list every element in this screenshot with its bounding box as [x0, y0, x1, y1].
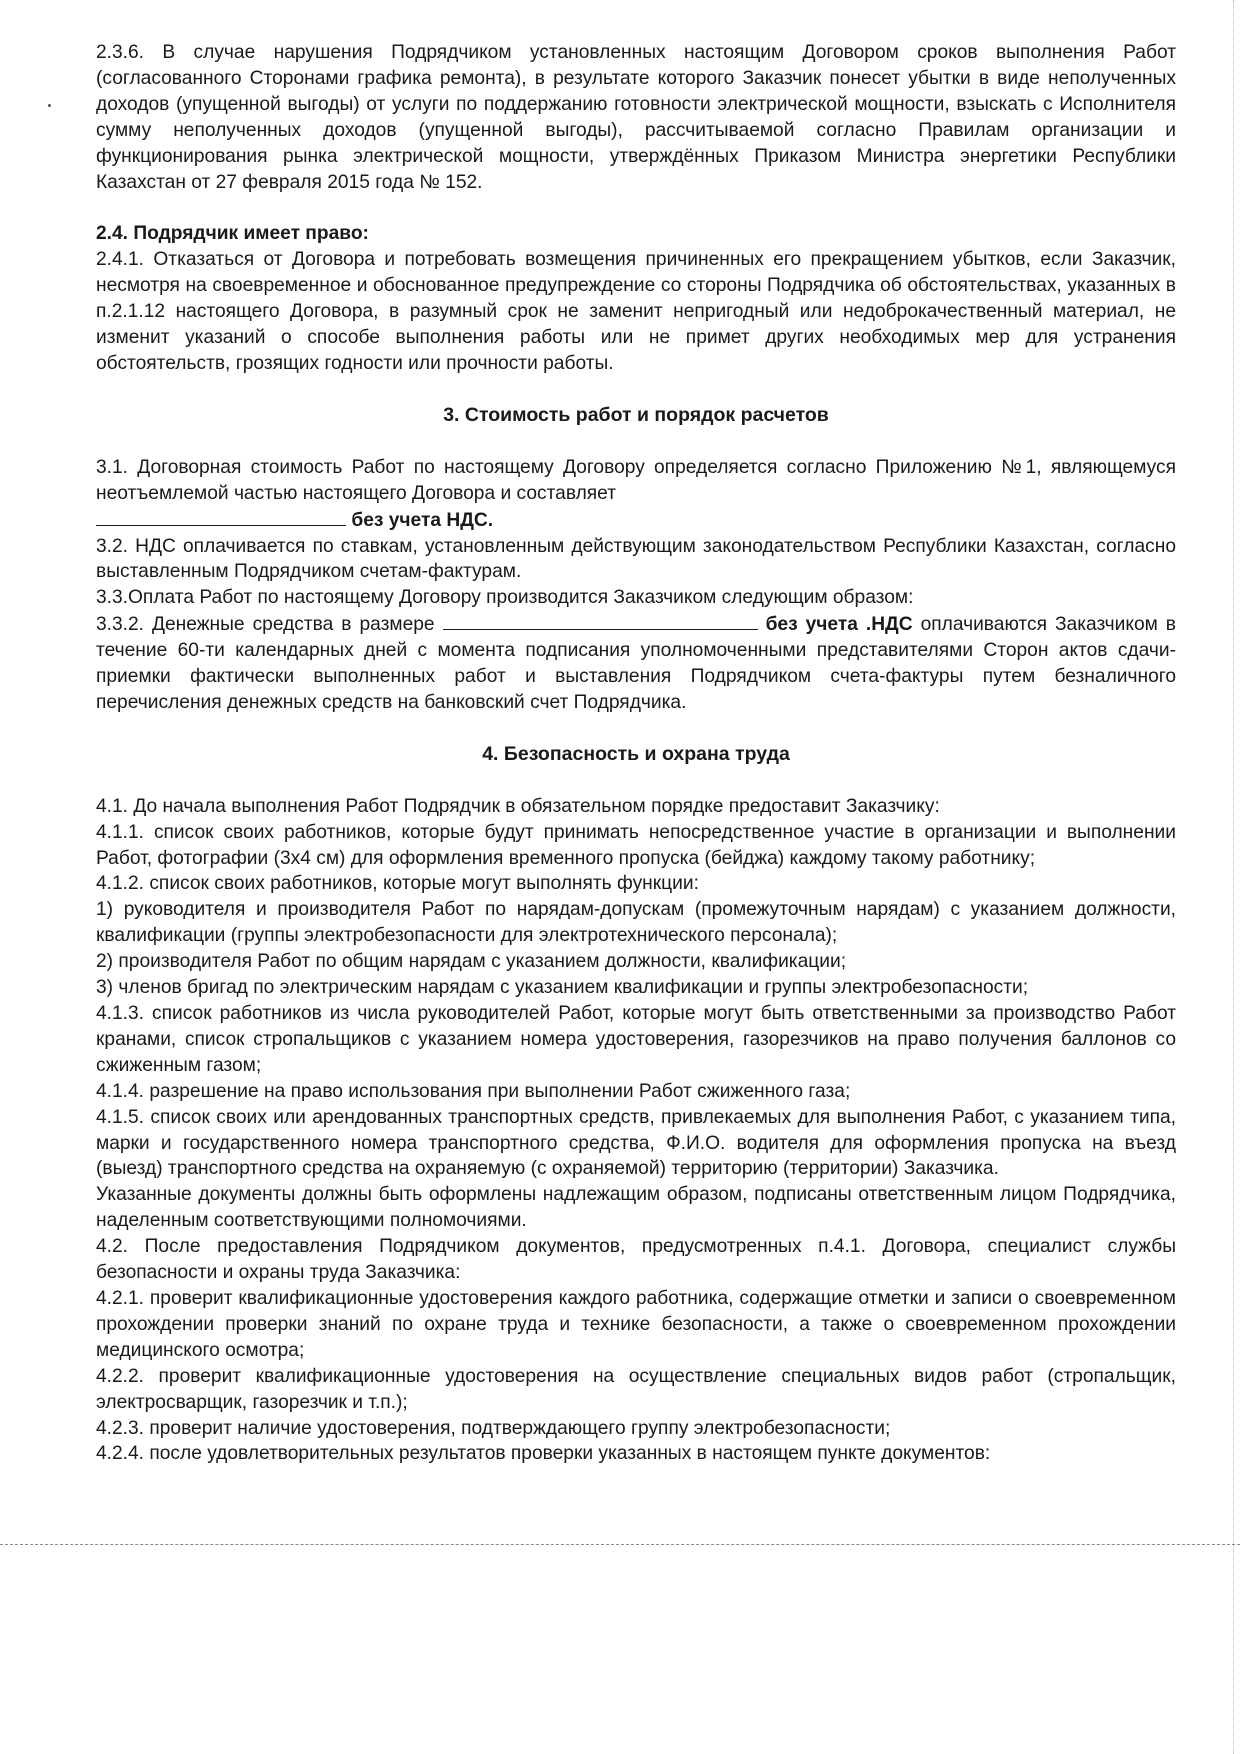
- clause-4-1: 4.1. До начала выполнения Работ Подрядчик в обязательном порядке предоставит Заказчику:: [96, 795, 940, 817]
- clause-2-3-6: 2.3.6. В случае нарушения Подрядчиком установленных настоящим Договором сроков выполнения Работ (согласованного Сторонами графика ремонта), в результате которого Заказчик понесет убытки в виде неполученных доходов (упущенной выгоды) от услуги по поддержанию готовности электрической мощности, взыскать с Исполнителя сумму неполученных доходов (упущенной выгоды), рассчитываемой согласно Правилам организации и функционирования рынка электрической мощности, утверждённых Приказом Министра энергетики Республики Казахстан от 27 февраля 2015 года № 152.: [96, 42, 1176, 193]
- clause-4-1-2-item-3: 3) членов бригад по электрическим нарядам с указанием квалификации и группы электробезопасности;: [96, 977, 1029, 999]
- clause-4-2-3: 4.2.3. проверит наличие удостоверения, подтверждающего группу электробезопасности;: [96, 1417, 891, 1439]
- clause-4-1-1: 4.1.1. список своих работников, которые будут принимать непосредственное участие в организации и выполнении Работ, фотографии (3х4 см) для оформления временного пропуска (бейджа) каждому такому работнику;: [96, 821, 1176, 869]
- clause-4-1-2: 4.1.2. список своих работников, которые могут выполнять функции:: [96, 873, 699, 895]
- section-4-heading: 4. Безопасность и охрана труда: [482, 742, 790, 765]
- clause-3-3-2-intro: 3.3.2. Денежные средства в размере: [96, 614, 435, 636]
- scan-speck: [48, 104, 51, 107]
- clause-3-1-text: 3.1. Договорная стоимость Работ по настоящему Договору определяется согласно Приложению №1, являющемуся неотъемлемой частью настоящего Договора и составляет: [96, 456, 1176, 504]
- clause-4-1-5: 4.1.5. список своих или арендованных транспортных средств, привлекаемых для выполнения Работ, с указанием типа, марки и государственного номера транспортного средства, Ф.И.О. водителя для оформления пропуска на въезд (выезд) транспортного средства на охраняемую (с охраняемой) территорию (территории) Заказчика.: [96, 1106, 1176, 1180]
- clause-4-1-2-item-2: 2) производителя Работ по общим нарядам с указанием должности, квалификации;: [96, 951, 847, 973]
- clause-4-1-2-item-1: 1) руководителя и производителя Работ по нарядам-допускам (промежуточным нарядам) с указанием должности, квалификации (группы электробезопасности для электротехнического персонала);: [96, 899, 1176, 947]
- clause-3-1: [96, 455, 1176, 534]
- clause-2-4-1: 2.4.1. Отказаться от Договора и потребовать возмещения причиненных его прекращением убытков, если Заказчик, несмотря на своевременное и обоснованное предупреждение со стороны Подрядчика об обстоятельствах, указанных в п.2.1.12 настоящего Договора, в разумный срок не заменит непригодный или недоброкачественный материал, не изменит указаний о способе выполнения работы или не примет других необходимых мер для устранения обстоятельств, грозящих годности или прочности работы.: [96, 249, 1176, 374]
- scan-artifact-dash-line: [0, 1544, 1240, 1545]
- clause-3-3-2-vat: без учета .НДС: [765, 614, 913, 636]
- clause-4-1-4: 4.1.4. разрешение на право использования при выполнении Работ сжиженного газа;: [96, 1080, 851, 1102]
- amount-blank: [96, 507, 346, 526]
- clause-3-3-2-body: оплачиваются Заказчиком в течение 60-ти календарных дней с момента подписания уполномоченными представителями Сторон актов сдачи-приемки фактически выполненных работ и выставления Подрядчиком счета-фактуры путем безналичного перечисления денежных средств на банковский счет Подрядчика.: [96, 614, 1176, 713]
- clause-4-1-3: 4.1.3. список работников из числа руководителей Работ, которые могут быть ответственными за производство Работ кранами, список стропальщиков с указанием номера удостоверения, газорезчиков на право получения баллонов со сжиженным газом;: [96, 1003, 1176, 1076]
- clause-4-2-2: 4.2.2. проверит квалификационные удостоверения на осуществление специальных видов работ (стропальщик, электросварщик, газорезчик и т.п.);: [96, 1365, 1176, 1413]
- clause-4-2: 4.2. После предоставления Подрядчиком документов, предусмотренных п.4.1. Договора, специалист службы безопасности и охраны труда Заказчика:: [96, 1236, 1176, 1284]
- section-3-heading: 3. Стоимость работ и порядок расчетов: [443, 403, 829, 426]
- clause-3-3: 3.3.Оплата Работ по настоящему Договору производится Заказчиком следующим образом:: [96, 587, 914, 609]
- clause-3-1-tail: без учета НДС.: [351, 509, 494, 531]
- scan-edge-line: [1233, 0, 1234, 1754]
- document-page: [96, 40, 1176, 1467]
- clause-2-4-title: 2.4. Подрядчик имеет право:: [96, 223, 369, 245]
- clause-4-2-1: 4.2.1. проверит квалификационные удостоверения каждого работника, содержащие отметки и записи о своевременном прохождении проверки знаний по охране труда и технике безопасности, а также о своевременном прохождении медицинского осмотра;: [96, 1287, 1176, 1361]
- clause-3-3-2: [96, 611, 1176, 716]
- clause-3-2: 3.2. НДС оплачивается по ставкам, установленным действующим законодательством Республики Казахстан, согласно выставленным Подрядчиком счетам-фактурам.: [96, 535, 1176, 583]
- clause-4-2-4: 4.2.4. после удовлетворительных результатов проверки указанных в настоящем пункте документов:: [96, 1443, 991, 1465]
- clause-4-1-note: Указанные документы должны быть оформлены надлежащим образом, подписаны ответственным лицом Подрядчика, наделенным соответствующими полномочиями.: [96, 1184, 1176, 1232]
- amount-blank: [443, 611, 758, 630]
